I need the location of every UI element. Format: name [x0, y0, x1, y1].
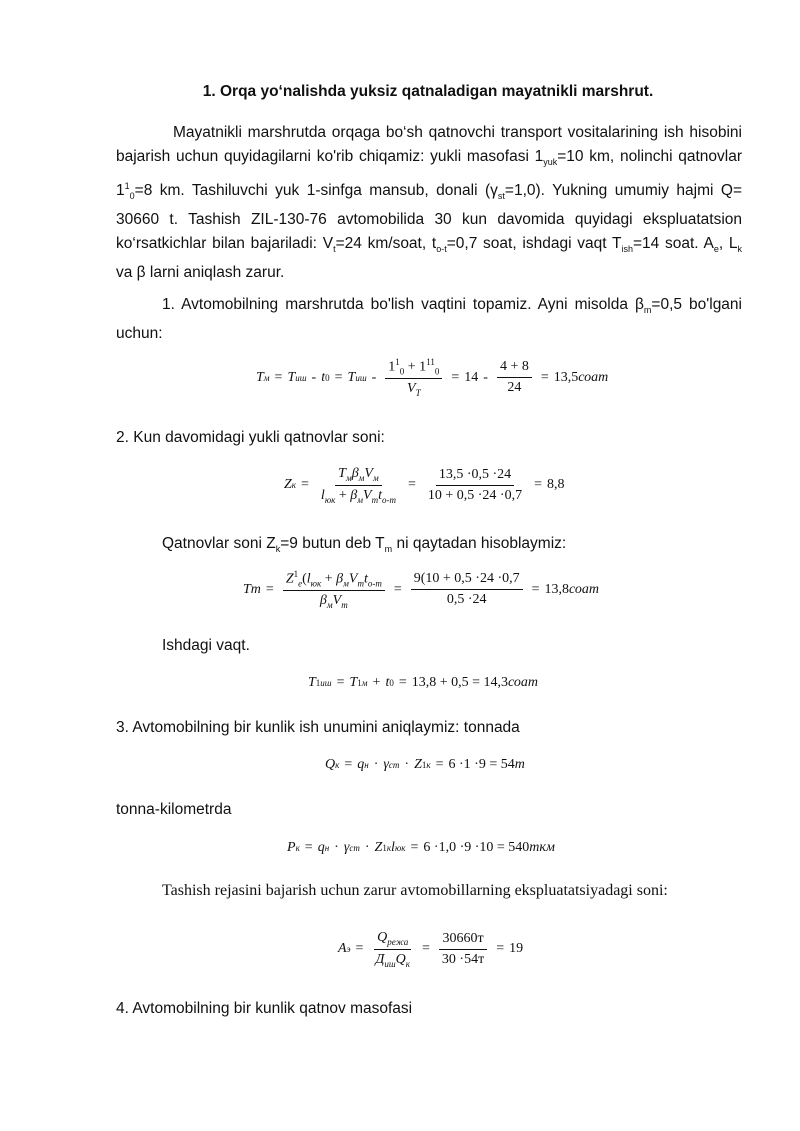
formula-tish: T 1 иш = T 1 м + t 0 = 13,8 + 0,5 = 14,3 соат — [308, 675, 539, 690]
step2b-paragraph — [162, 532, 566, 561]
formula-zk: Z к = $\frac{T_м\beta_мV_м}{l_{юк} + \beta_мV_тt_{о-т}}$ = $\frac{13,5 \cdot 0,5 \cdot 24}{10 + 0,5 \cdot 24 \cdot 0,7}$ = 8,8 — [284, 466, 565, 505]
formula-tm-recalc: Tm = $\frac{Z^1_e(l_{юк} + \beta_мV_тt_{о-т}}{\beta_мV_т}$ = $\frac{9(10 + 0,5 \cdot 24 \cdot 0,7}{0,5 \cdot 24}$ = 13,8 соат — [243, 569, 600, 611]
formula-ae: A э = $\frac{Q_{режа}}{Д_{иш}Q_к}$ = $\frac{30660т}{30 \cdot 54т}$ = 19 — [338, 930, 524, 969]
step1-text: 1. Avtomobilning marshrutda bo'lish vaqtini topamiz. Ayni misolda $\beta_m=0,5$ bo'lgani uchun: — [116, 296, 742, 343]
formula-tm: T м = T иш - t 0 = T иш - $\frac{1^1_0 + 1^{11}_0}{V_T}$ = 14 - $\frac{4 + 8}{24}$ = 13,5 соат — [256, 357, 609, 399]
step3-text: 3. Avtomobilning bir kunlik ish unumini aniqlaymiz: tonnada — [116, 719, 520, 736]
section-title: 1. Orqa yo‘nalishda yuksiz qatnaladigan mayatnikli marshrut. — [202, 83, 654, 100]
step1-paragraph — [116, 293, 742, 346]
step3b-text: Tashish rejasini bajarish uchun zarur avtomobillarning ekspluatatsiyadagi soni: — [162, 882, 668, 899]
step2b-text: Qatnovlar soni $Z_k=9$ butun deb $T_m$ ni qaytadan hisoblaymiz: — [162, 535, 567, 555]
step4-text: 4. Avtomobilning bir kunlik qatnov masofasi — [116, 1000, 413, 1017]
step3-tonna-km-text: tonna-kilometrda — [116, 801, 232, 818]
formula-pk: P к = q н · γ ст · Z 1 к l юк = 6 ·1,0 ·9 ·10 = 540 ткм — [287, 840, 555, 855]
intro-text: Mayatnikli marshrutda orqaga bo‘sh qatnovchi transport vositalarining ish hisobini bajarish uchun quyidagilarni ko'rib chiqamiz: yukli masofasi $1_{yuk}=10$ km, nolinchi qatnovlar $1^1_0=8$ km. Tashiluvchi yuk 1-sinfga mansub, donali $(\gamma_{st}=1,0)$. Yukning umumiy hajmi Q= 30660 t. Tashish ZIL-130-76 avtomobilida 30 kun davomida quyidagi ekspluatatsion ko‘rsatkichlar bilan bajariladi: $V_t=24$ km/soat, $t_{o-t}=0,7$ soat, ishdagi vaqt $T_{ish}=14$ soat. $A_e$, $L_k$ va β larni aniqlash zarur. — [116, 124, 743, 282]
step2-text: 2. Kun davomidagi yukli qatnovlar soni: — [116, 429, 385, 446]
intro-paragraph — [116, 121, 742, 285]
formula-qk: Q к = q н · γ ст · Z 1 к = 6 ·1 ·9 = 54 т — [325, 757, 525, 772]
step2c-text: Ishdagi vaqt. — [162, 637, 250, 654]
